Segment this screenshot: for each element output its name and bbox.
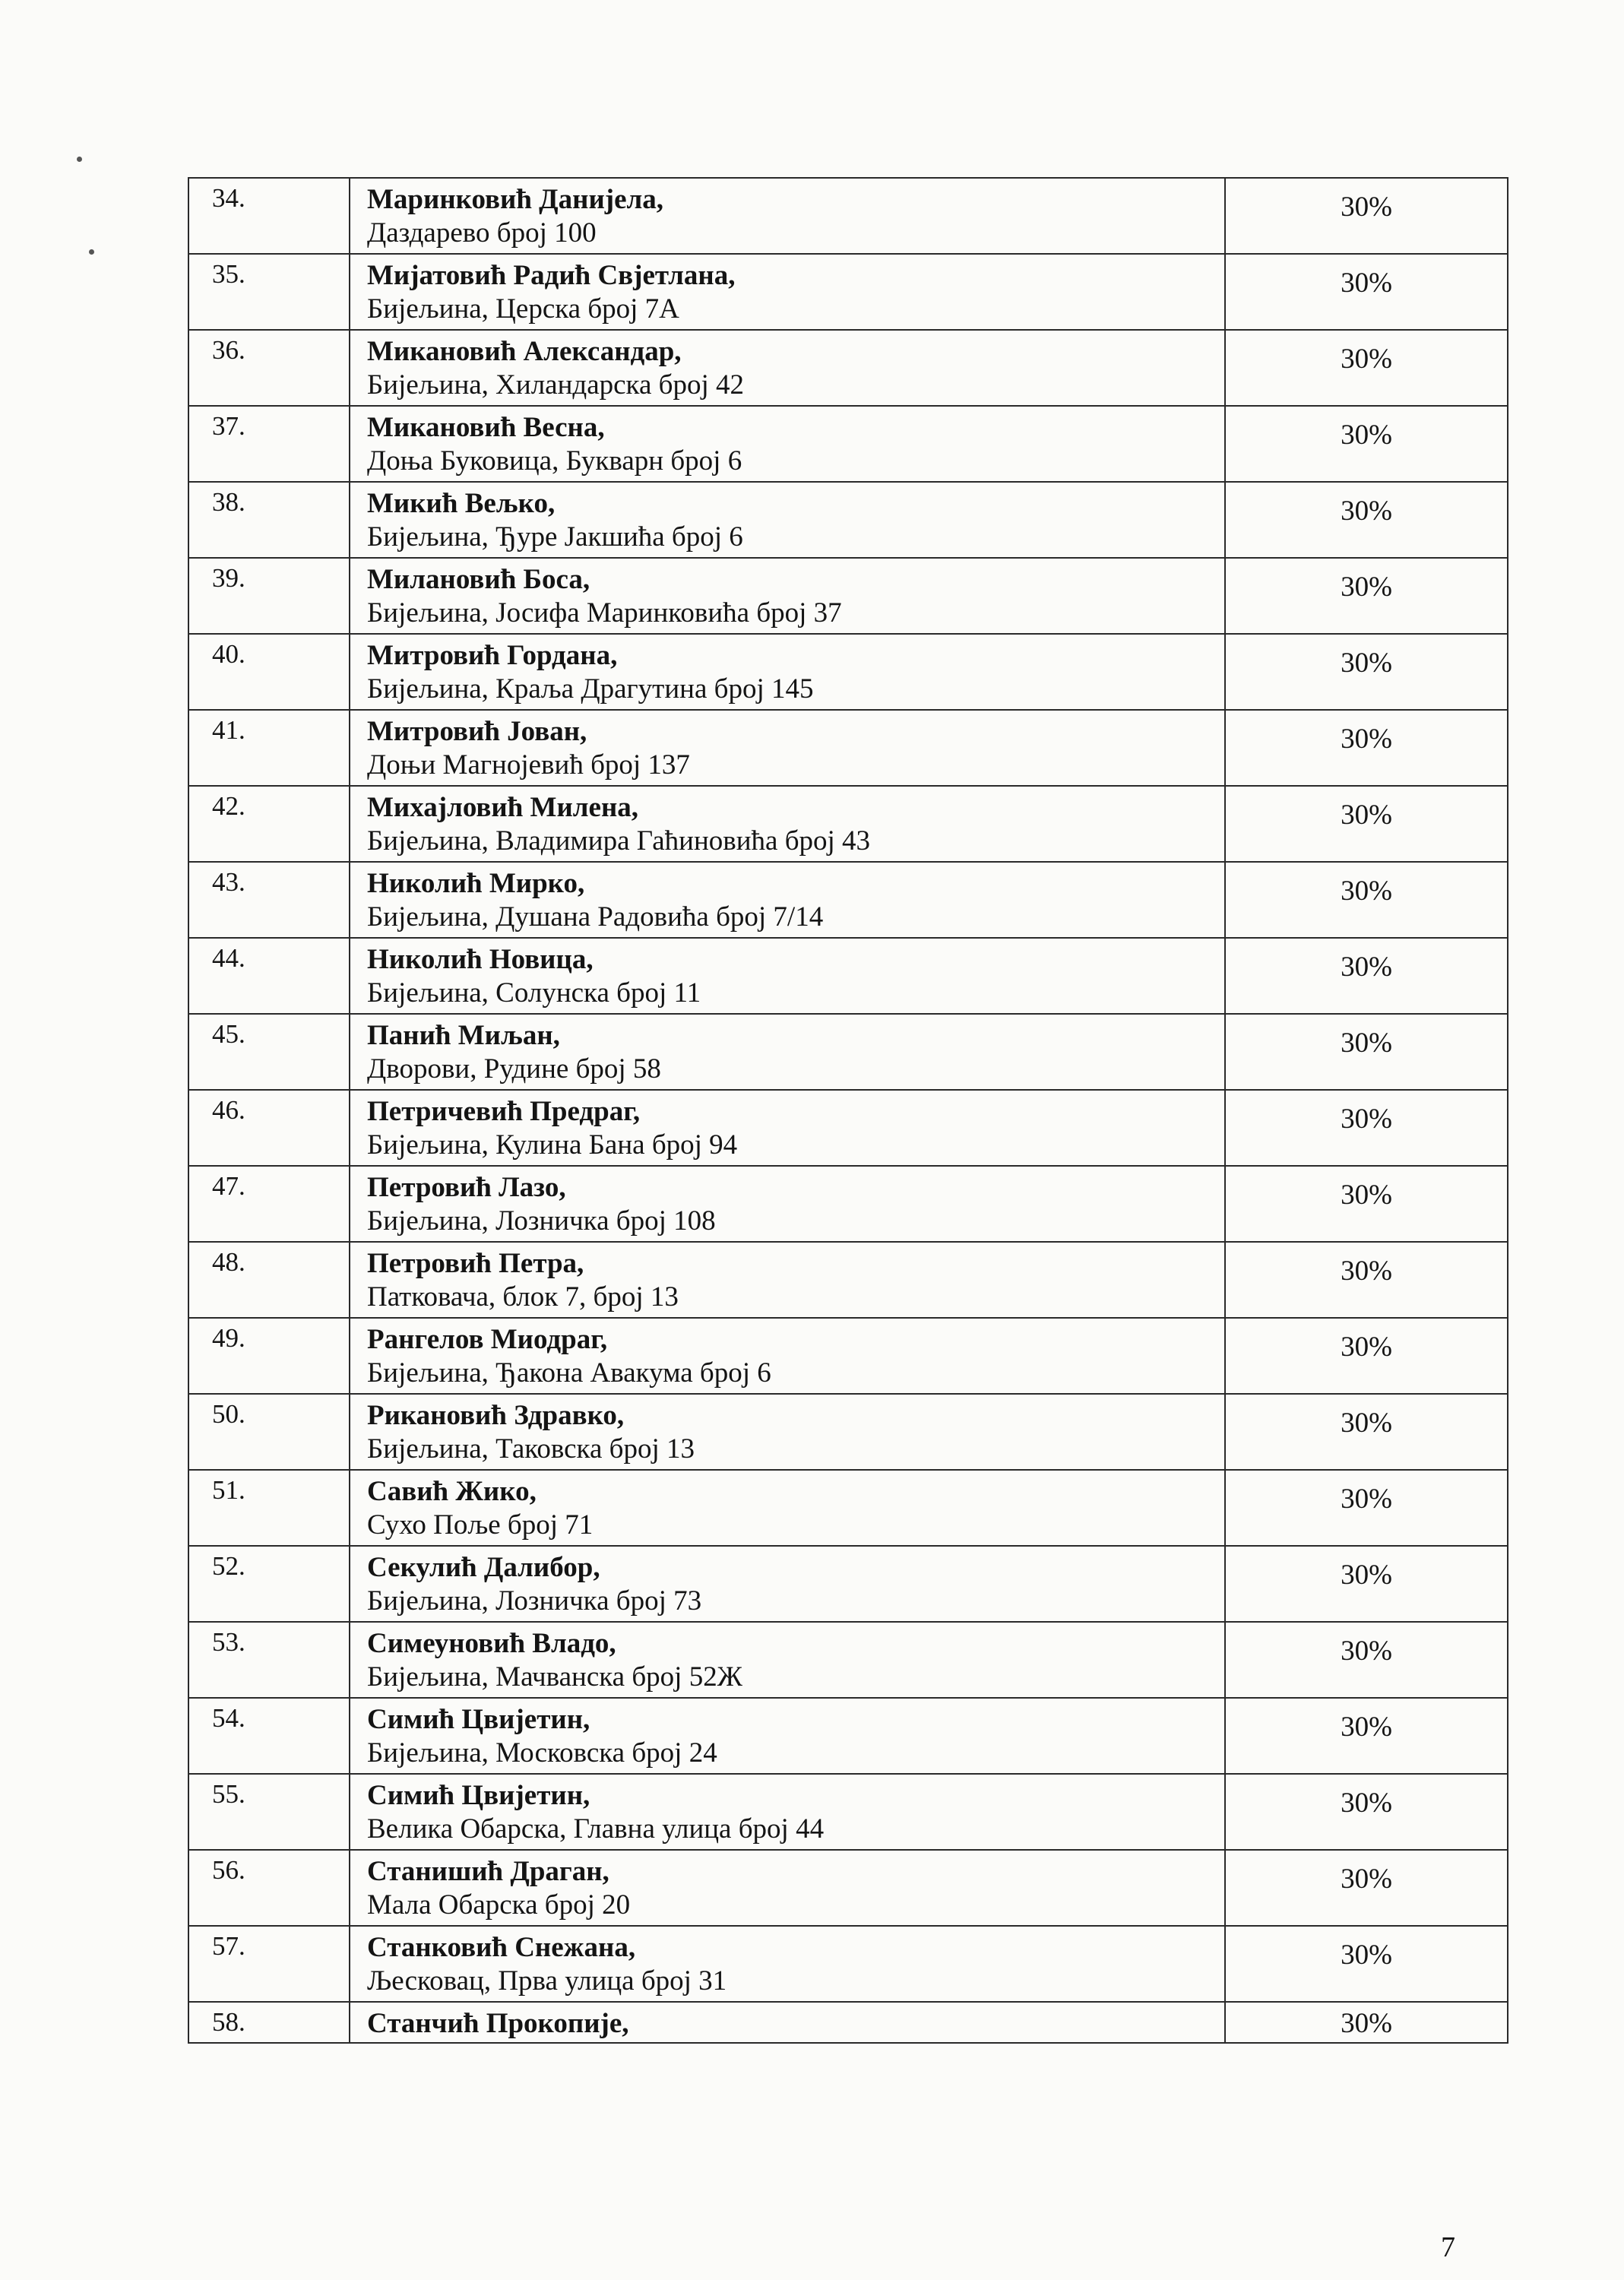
table-row: [188, 558, 1508, 634]
scan-speck: [89, 249, 94, 255]
person-name: Симеуновић Владо,: [367, 1628, 616, 1659]
row-number: 42.: [188, 786, 350, 862]
name-address-cell: [350, 634, 1225, 710]
name-address-cell: [350, 1774, 1225, 1850]
table-row: [188, 1014, 1508, 1090]
name-address-cell: [350, 1166, 1225, 1242]
name-address-cell: [350, 330, 1225, 406]
percentage-cell: 30%: [1225, 1698, 1508, 1774]
percentage-cell: 30%: [1225, 558, 1508, 634]
table-row: [188, 2002, 1508, 2043]
person-name: Петричевић Предраг,: [367, 1096, 641, 1127]
row-number: 39.: [188, 558, 350, 634]
person-address: Мала Обарска број 20: [367, 1889, 631, 1921]
table-row: [188, 482, 1508, 558]
row-number: 51.: [188, 1470, 350, 1546]
person-name: Панић Миљан,: [367, 1020, 560, 1051]
person-name: Симић Цвијетин,: [367, 1780, 590, 1811]
person-address: Дворови, Рудине број 58: [367, 1053, 661, 1085]
name-address-cell: [350, 482, 1225, 558]
person-name: Петровић Петра,: [367, 1248, 584, 1279]
name-address-cell: [350, 1926, 1225, 2002]
person-address: Бијељина, Мачванска број 52Ж: [367, 1661, 742, 1693]
name-address-cell: [350, 1698, 1225, 1774]
row-number: 43.: [188, 862, 350, 938]
name-address-cell: [350, 254, 1225, 330]
table-row: [188, 938, 1508, 1014]
row-number: 48.: [188, 1242, 350, 1318]
person-address: Бијељина, Ђуре Јакшића број 6: [367, 521, 743, 553]
name-address-cell: [350, 1014, 1225, 1090]
person-name: Симић Цвијетин,: [367, 1704, 590, 1735]
table-row: [188, 406, 1508, 482]
person-address: Патковача, блок 7, број 13: [367, 1281, 679, 1313]
person-name: Станковић Снежана,: [367, 1932, 636, 1963]
row-number: 45.: [188, 1014, 350, 1090]
name-address-cell: [350, 1394, 1225, 1470]
person-address: Бијељина, Хиландарска број 42: [367, 369, 744, 401]
person-address: Бијељина, Душана Радовића број 7/14: [367, 901, 824, 933]
name-address-cell: [350, 1090, 1225, 1166]
person-name: Рикановић Здравко,: [367, 1400, 625, 1431]
name-address-cell: [350, 1850, 1225, 1926]
person-address: Бијељина, Московска број 24: [367, 1737, 717, 1769]
row-number: 54.: [188, 1698, 350, 1774]
percentage-cell: 30%: [1225, 1318, 1508, 1394]
row-number: 38.: [188, 482, 350, 558]
person-name: Микић Вељко,: [367, 488, 556, 519]
person-name: Милановић Боса,: [367, 564, 590, 595]
table-row: [188, 1622, 1508, 1698]
percentage-cell: 30%: [1225, 862, 1508, 938]
row-number: 49.: [188, 1318, 350, 1394]
percentage-cell: 30%: [1225, 786, 1508, 862]
row-number: 55.: [188, 1774, 350, 1850]
person-name: Маринковић Данијела,: [367, 184, 664, 215]
row-number: 53.: [188, 1622, 350, 1698]
percentage-cell: 30%: [1225, 710, 1508, 786]
table-row: [188, 1774, 1508, 1850]
person-name: Митровић Јован,: [367, 716, 587, 747]
person-name: Станишић Драган,: [367, 1856, 609, 1887]
name-address-cell: [350, 786, 1225, 862]
percentage-cell: 30%: [1225, 178, 1508, 254]
percentage-cell: 30%: [1225, 254, 1508, 330]
row-number: 58.: [188, 2002, 350, 2043]
table-row: [188, 634, 1508, 710]
name-address-cell: [350, 406, 1225, 482]
person-address: Бијељина, Краља Драгутина број 145: [367, 673, 814, 705]
percentage-cell: 30%: [1225, 482, 1508, 558]
person-address: Бијељина, Лозничка број 73: [367, 1585, 702, 1617]
row-number: 44.: [188, 938, 350, 1014]
person-name: Секулић Далибор,: [367, 1552, 600, 1583]
row-number: 47.: [188, 1166, 350, 1242]
name-address-cell: [350, 1470, 1225, 1546]
person-address: Даздарево број 100: [367, 217, 597, 249]
row-number: 40.: [188, 634, 350, 710]
row-number: 41.: [188, 710, 350, 786]
person-address: Бијељина, Таковска број 13: [367, 1433, 695, 1465]
person-address: Бијељина, Лозничка број 108: [367, 1205, 716, 1237]
table-row: [188, 254, 1508, 330]
row-number: 35.: [188, 254, 350, 330]
person-address: Бијељина, Кулина Бана број 94: [367, 1129, 738, 1161]
percentage-cell: 30%: [1225, 1166, 1508, 1242]
person-name: Николић Новица,: [367, 944, 594, 975]
table-row: [188, 1470, 1508, 1546]
person-address: Бијељина, Солунска број 11: [367, 977, 701, 1009]
table-row: [188, 330, 1508, 406]
percentage-cell: 30%: [1225, 330, 1508, 406]
person-name: Николић Мирко,: [367, 868, 585, 899]
table-row: [188, 1242, 1508, 1318]
person-address: Љесковац, Прва улица број 31: [367, 1965, 727, 1997]
table-row: [188, 1698, 1508, 1774]
name-address-cell: [350, 710, 1225, 786]
person-address: Бијељина, Ђакона Авакума број 6: [367, 1357, 771, 1389]
person-address: Бијељина, Церска број 7А: [367, 293, 679, 325]
table-row: [188, 1166, 1508, 1242]
percentage-cell: 30%: [1225, 1850, 1508, 1926]
row-number: 52.: [188, 1546, 350, 1622]
percentage-cell: 30%: [1225, 1622, 1508, 1698]
person-name: Петровић Лазо,: [367, 1172, 566, 1203]
row-number: 57.: [188, 1926, 350, 2002]
person-name: Микановић Александар,: [367, 336, 682, 367]
name-address-cell: [350, 178, 1225, 254]
page-number: 7: [1441, 2231, 1455, 2263]
person-name: Митровић Гордана,: [367, 640, 618, 671]
person-address: Доња Буковица, Букварн број 6: [367, 445, 742, 477]
name-address-cell: [350, 1546, 1225, 1622]
table-row: [188, 1546, 1508, 1622]
person-address: Велика Обарска, Главна улица број 44: [367, 1813, 825, 1845]
row-number: 50.: [188, 1394, 350, 1470]
percentage-cell: 30%: [1225, 634, 1508, 710]
percentage-cell: 30%: [1225, 1926, 1508, 2002]
table-row: [188, 1394, 1508, 1470]
person-name: Микановић Весна,: [367, 412, 605, 443]
name-address-cell: [350, 1318, 1225, 1394]
person-address: Бијељина, Јосифа Маринковића број 37: [367, 597, 842, 629]
percentage-cell: 30%: [1225, 1394, 1508, 1470]
name-address-cell: [350, 1242, 1225, 1318]
percentage-cell: 30%: [1225, 1774, 1508, 1850]
beneficiary-table: [188, 177, 1508, 2044]
person-address: Бијељина, Владимира Гаћиновића број 43: [367, 825, 871, 857]
table-row: [188, 1850, 1508, 1926]
row-number: 46.: [188, 1090, 350, 1166]
row-number: 34.: [188, 178, 350, 254]
row-number: 36.: [188, 330, 350, 406]
percentage-cell: 30%: [1225, 2002, 1508, 2043]
table-row: [188, 862, 1508, 938]
table-row: [188, 1090, 1508, 1166]
name-address-cell: [350, 862, 1225, 938]
person-name: Рангелов Миодраг,: [367, 1324, 608, 1355]
name-address-cell: [350, 938, 1225, 1014]
percentage-cell: 30%: [1225, 1014, 1508, 1090]
name-address-cell: [350, 558, 1225, 634]
percentage-cell: 30%: [1225, 938, 1508, 1014]
person-address: Доњи Магнојевић број 137: [367, 749, 690, 781]
percentage-cell: 30%: [1225, 1470, 1508, 1546]
percentage-cell: 30%: [1225, 1090, 1508, 1166]
name-address-cell: [350, 2002, 1225, 2043]
name-address-cell: [350, 1622, 1225, 1698]
person-name: Мијатовић Радић Свјетлана,: [367, 260, 736, 291]
table-row: [188, 178, 1508, 254]
table-row: [188, 710, 1508, 786]
table-row: [188, 1318, 1508, 1394]
table-row: [188, 786, 1508, 862]
row-number: 56.: [188, 1850, 350, 1926]
row-number: 37.: [188, 406, 350, 482]
percentage-cell: 30%: [1225, 1546, 1508, 1622]
person-address: Сухо Поље број 71: [367, 1509, 594, 1541]
percentage-cell: 30%: [1225, 1242, 1508, 1318]
percentage-cell: 30%: [1225, 406, 1508, 482]
table-body: [188, 178, 1508, 2043]
table-row: [188, 1926, 1508, 2002]
person-name: Михајловић Милена,: [367, 792, 639, 823]
person-name: Станчић Прокопије,: [367, 2008, 629, 2039]
person-name: Савић Жико,: [367, 1476, 537, 1507]
scan-speck: [77, 157, 82, 162]
